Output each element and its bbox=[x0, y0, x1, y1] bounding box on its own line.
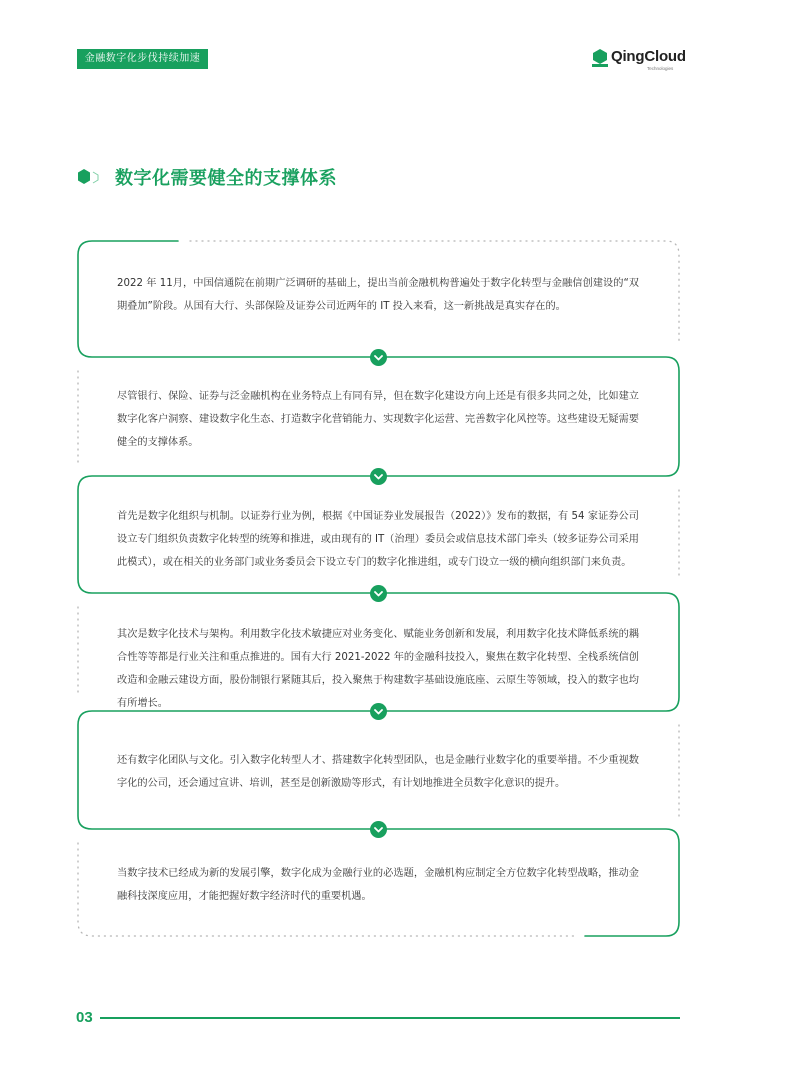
chevron-down-icon bbox=[370, 703, 387, 720]
chevron-down-icon bbox=[370, 821, 387, 838]
paragraph-3: 首先是数字化组织与机制。以证券行业为例，根据《中国证券业发展报告（2022）》发布的数据，有 54 家证券公司设立专门组织负责数字化转型的统筹和推进，或由现有的 IT（治理）委员会或信息技术部门牵头（较多证券公司采用此模式），或在相关的业务部门或业务委员会下设立专门的数字化推进组，或专门设立一级的横向组织部门来负责。 bbox=[117, 511, 639, 568]
section-title: 数字化需要健全的支撑体系 bbox=[115, 168, 337, 189]
logo-subtitle: Technologies bbox=[647, 66, 674, 71]
paragraph-5: 还有数字化团队与文化。引入数字化转型人才、搭建数字化转型团队，也是金融行业数字化的重要举措。不少重视数字化的公司，还会通过宣讲、培训，甚至是创新激励等形式，有计划地推进全员数字化意识的提升。 bbox=[117, 755, 639, 789]
chevron-down-icon bbox=[370, 468, 387, 485]
paragraph-6: 当数字技术已经成为新的发展引擎，数字化成为金融行业的必选题，金融机构应制定全方位数字化转型战略，推动金融科技深度应用，才能把握好数字经济时代的重要机遇。 bbox=[117, 868, 639, 902]
chevron-down-icon bbox=[370, 349, 387, 366]
footer-divider bbox=[100, 1017, 680, 1019]
header-tag: 金融数字化步伐持续加速 bbox=[77, 49, 208, 69]
paragraph-1: 2022 年 11月，中国信通院在前期广泛调研的基础上，提出当前金融机构普遍处于数字化转型与金融信创建设的“双期叠加”阶段。从国有大行、头部保险及证券公司近两年的 IT 投入来看，这一新挑战是真实存在的。 bbox=[117, 278, 639, 312]
paragraph-2: 尽管银行、保险、证券与泛金融机构在业务特点上有同有异，但在数字化建设方向上还是有很多共同之处，比如建立数字化客户洞察、建设数字化生态、打造数字化营销能力、实现数字化运营、完善数字化风控等。这些建设无疑需要健全的支撑体系。 bbox=[117, 391, 639, 448]
paragraph-4: 其次是数字化技术与架构。利用数字化技术敏捷应对业务变化、赋能业务创新和发展，利用数字化技术降低系统的耦合性等等都是行业关注和重点推进的。国有大行 2021-2022 年的金融科技投入，聚焦在数字化转型、全栈系统信创改造和金融云建设方面，股份制银行紧随其后，投入聚焦于构建数字基础设施底座、云原生等领域，投入的数字也均有所增长。 bbox=[117, 629, 639, 709]
page-number: 03 bbox=[76, 1009, 93, 1026]
logo-name: QingCloud bbox=[611, 48, 686, 65]
chevron-down-icon bbox=[370, 585, 387, 602]
